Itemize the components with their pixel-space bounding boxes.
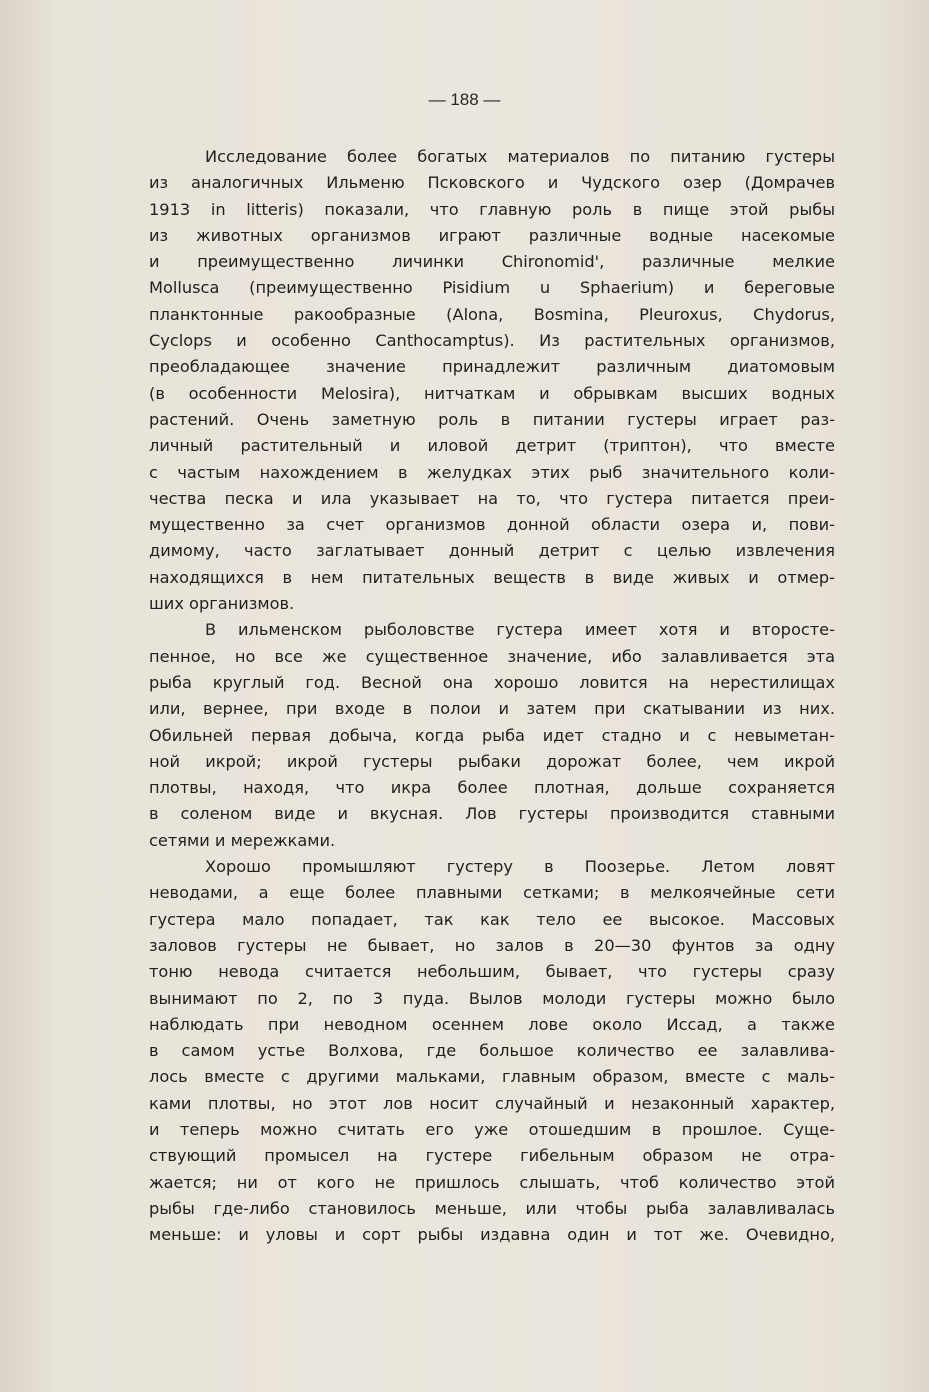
text-line: из аналогичных Ильменю Псковского и Чудского озер (Домрачев	[149, 173, 835, 193]
text-line: или, вернее, при входе в полои и затем при скатывании из них.	[149, 699, 835, 719]
text-line: пенное, но все же существенное значение, ибо залавливается эта	[149, 646, 835, 666]
text-line: заловов густеры не бывает, но залов в 20—30 фунтов за одну	[149, 935, 835, 955]
text-line: рыба круглый год. Весной она хорошо ловится на нерестилищах	[149, 672, 835, 692]
body-text	[149, 144, 835, 1248]
text-line: димому, часто заглатывает донный детрит с целью извлечения	[149, 541, 835, 561]
text-line: мущественно за счет организмов донной области озера и, пови-	[149, 515, 835, 535]
text-line: 1913 in litteris) показали, что главную роль в пище этой рыбы	[149, 199, 835, 219]
text-line: в соленом виде и вкусная. Лов густеры производится ставными	[149, 804, 835, 824]
text-line: Cyclops и особенно Canthocamptus). Из растительных организмов,	[149, 331, 835, 351]
text-line: ствующий промысел на густере гибельным образом не отра-	[149, 1146, 835, 1166]
text-line: неводами, а еще более плавными сетками; в мелкоячейные сети	[149, 883, 835, 903]
text-line: жается; ни от кого не пришлось слышать, чтоб количество этой	[149, 1172, 835, 1192]
text-line: Mollusca (преимущественно Pisidium u Sphaerium) и береговые	[149, 278, 835, 298]
text-line: рыбы где-либо становилось меньше, или чтобы рыба залавливалась	[149, 1198, 835, 1218]
text-line: густера мало попадает, так как тело ее высокое. Массовых	[149, 909, 835, 929]
text-line: Обильней первая добыча, когда рыба идет стадно и с невыметан-	[149, 725, 835, 745]
text-line: ной икрой; икрой густеры рыбаки дорожат более, чем икрой	[149, 751, 835, 771]
text-line: тоню невода считается небольшим, бывает, что густеры сразу	[149, 962, 835, 982]
text-line: ших организмов.	[149, 594, 295, 614]
text-line: растений. Очень заметную роль в питании густеры играет раз-	[149, 409, 835, 429]
text-line: чества песка и ила указывает на то, что густера питается преи-	[149, 488, 835, 508]
text-line: наблюдать при неводном осеннем лове около Иссад, а также	[149, 1014, 835, 1034]
text-line: лось вместе с другими мальками, главным образом, вместе с маль-	[149, 1067, 835, 1087]
page-number: — 188 —	[428, 90, 501, 109]
text-line: планктонные ракообразные (Alona, Bosmina, Pleuroxus, Chydorus,	[149, 304, 835, 324]
text-line: Исследование более богатых материалов по питанию густеры	[205, 147, 835, 166]
text-line: меньше: и уловы и сорт рыбы издавна один и тот же. Очевидно,	[149, 1225, 835, 1245]
text-line: преобладающее значение принадлежит различным диатомовым	[149, 357, 835, 377]
text-line: плотвы, находя, что икра более плотная, дольше сохраняется	[149, 778, 835, 798]
text-line: личный растительный и иловой детрит (триптон), что вместе	[149, 436, 835, 456]
text-line: ками плотвы, но этот лов носит случайный и незаконный характер,	[149, 1093, 835, 1113]
text-line: и теперь можно считать его уже отошедшим в прошлое. Суще-	[149, 1119, 835, 1139]
text-line: сетями и мережками.	[149, 830, 336, 850]
text-line: (в особенности Melosira), нитчаткам и обрывкам высших водных	[149, 383, 835, 403]
text-line: В ильменском рыболовстве густера имеет хотя и второсте-	[205, 620, 835, 640]
text-line: из животных организмов играют различные водные насекомые	[149, 225, 835, 245]
text-line: в самом устье Волхова, где большое количество ее залавлива-	[149, 1041, 835, 1061]
text-line: находящихся в нем питательных веществ в виде живых и отмер-	[149, 567, 835, 587]
text-line: и преимущественно личинки Chironomid', различные мелкие	[149, 252, 835, 272]
text-line: Хорошо промышляют густеру в Поозерье. Летом ловят	[205, 857, 835, 877]
text-line: вынимают по 2, по 3 пуда. Вылов молоди густеры можно было	[149, 988, 835, 1008]
text-line: с частым нахождением в желудках этих рыб значительного коли-	[149, 462, 835, 482]
